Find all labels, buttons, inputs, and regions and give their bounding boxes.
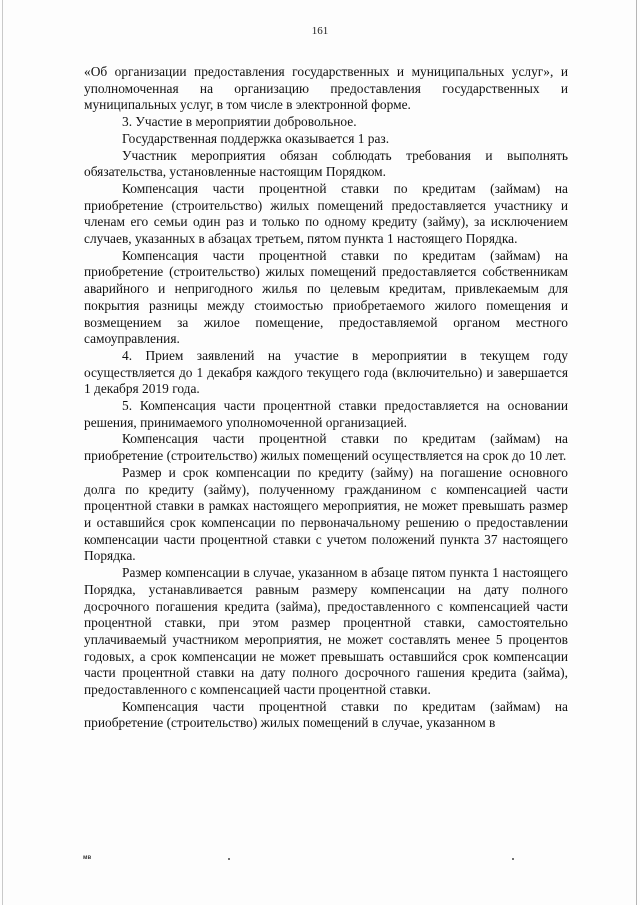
paragraph: 3. Участие в мероприятии добровольное. [122, 114, 357, 130]
paragraph: Компенсация части процентной ставки по кредитам (займам) на приобретение (строительство) жилых помещений в случае, указанном в [84, 698, 568, 731]
page-edge-left [2, 0, 3, 905]
page-edge-right [636, 0, 637, 905]
paragraph: 5. Компенсация части процентной ставки предоставляется на основании решения, принимаемого уполномоченной организацией. [84, 398, 568, 430]
footer-mark: мв [83, 855, 92, 861]
paragraph: Участник мероприятия обязан соблюдать требования и выполнять обязательства, установленные настоящим Порядком. [84, 147, 568, 180]
paragraph: Размер и срок компенсации по кредиту (займу) на погашение основного долга по кредиту (займу), полученному гражданином с компенсацией части процентной ставки в рамках настоящего мероприятия, не может превышать размер и оставшийся срок компенсации по первоначальному решению о предоставлении компенсации части процентной ставки с учетом положений пункта 37 настоящего Порядка. [84, 464, 568, 564]
scan-dot [228, 858, 230, 860]
scan-dot [512, 858, 514, 860]
paragraph: Размер компенсации в случае, указанном в абзаце пятом пункта 1 настоящего Порядка, устанавливается равным размеру компенсации на дату полного досрочного погашения кредита (займа), предоставленного с компенсацией части процентной ставки, при этом размер процентной ставки, самостоятельно уплачиваемый участником мероприятия, не может составлять менее 5 процентов годовых, а срок компенсации не может превышать оставшийся срок компенсации части процентной ставки на дату полного досрочного гашения кредита (займа), предоставленного с компенсацией части процентной ставки. [84, 565, 568, 698]
paragraph: «Об организации предоставления государственных и муниципальных услуг», и уполномоченная на организацию предоставления государственных и муниципальных услуг, в том числе в электронной форме. [84, 64, 568, 113]
paragraph: Компенсация части процентной ставки по кредитам (займам) на приобретение (строительство) жилых помещений предоставляется собственникам аварийного и непригодного жилья по целевым кредитам, привлекаемым для покрытия разницы между стоимостью приобретаемого жилого помещения и возмещением за жилое помещение, предоставляемой органом местного самоуправления. [84, 247, 568, 347]
page-number: 161 [311, 25, 329, 37]
paragraph: 4. Прием заявлений на участие в мероприятии в текущем году осуществляется до 1 декабря каждого текущего года (включительно) и завершается 1 декабря 2019 года. [84, 347, 568, 397]
body-text [84, 64, 568, 732]
paragraph: Компенсация части процентной ставки по кредитам (займам) на приобретение (строительство) жилых помещений осуществляется на срок до 10 лет. [84, 431, 568, 464]
paragraph: Государственная поддержка оказывается 1 раз. [122, 130, 390, 146]
paragraph: Компенсация части процентной ставки по кредитам (займам) на приобретение (строительство) жилых помещений предоставляется участнику и членам его семьи один раз и только по одному кредиту (займу), за исключением случаев, указанных в абзацах третьем, пятом пункта 1 настоящего Порядка. [84, 180, 568, 247]
